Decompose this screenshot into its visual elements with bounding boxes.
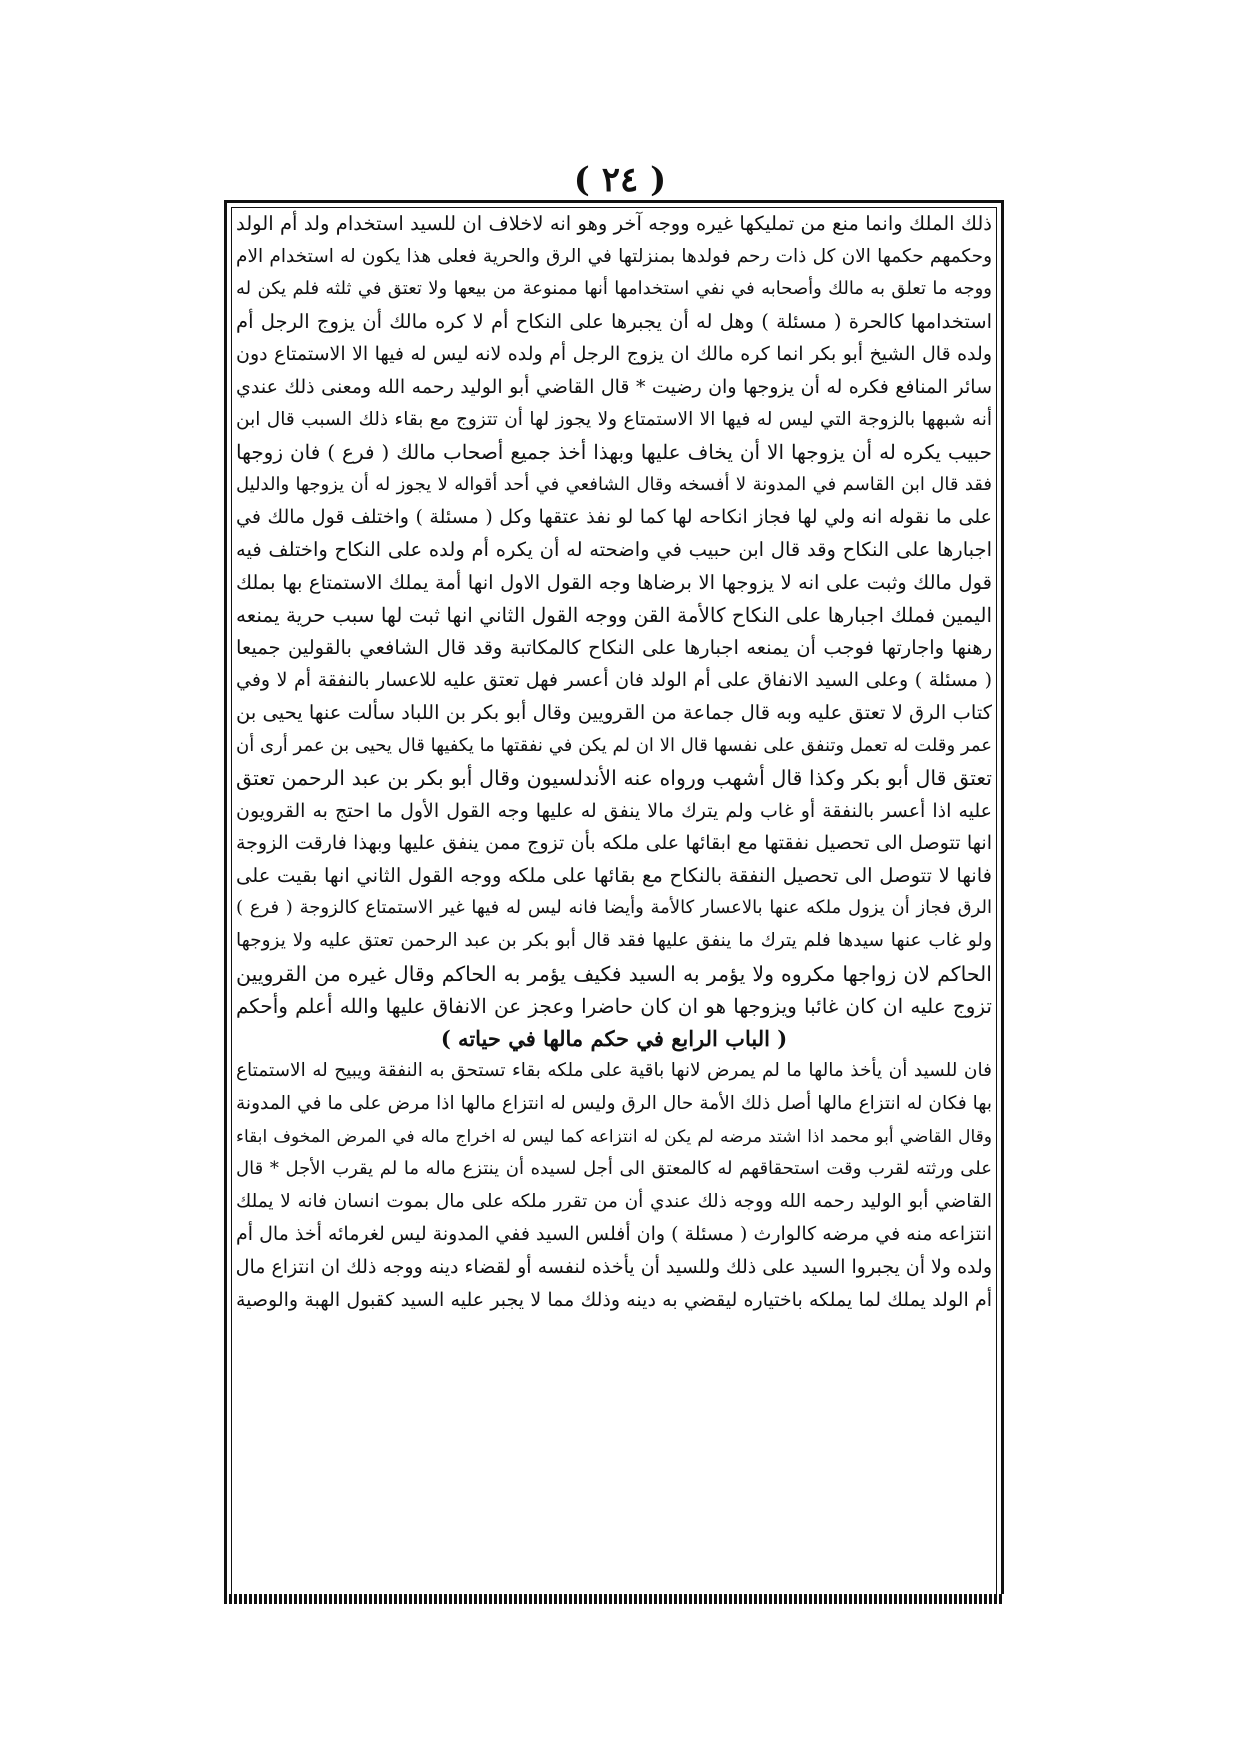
text-line: أم الولد يملك لما يملكه باختياره ليقضي به دينه وذلك مما لا يجبر عليه السيد كقبول الهبة والوصية (236, 1288, 992, 1311)
text-line: عليه اذا أعسر بالنفقة أو غاب ولم يترك مالا ينفق له عليها وجه القول الأول ما احتج به القرويون (236, 799, 992, 822)
text-line: اليمين فملك اجبارها على النكاح كالأمة القن ووجه القول الثاني انها ثبت لها سبب حرية يمنعه (236, 603, 992, 628)
text-line: قول مالك وثبت على انه لا يزوجها الا برضاها وجه القول الاول انها أمة يملك الاستمتاع بها بملك (236, 570, 992, 594)
text-line: ولده قال الشيخ أبو بكر انما كره مالك ان يزوج الرجل أم ولده لانه ليس له فيها الا الاستمتاع دون (236, 343, 992, 366)
text-line: انها تتوصل الى تحصيل نفقتها مع ابقائها على ملكه بأن تزوج ممن ينفق عليها وبهذا فارقت الزوجة (236, 832, 992, 855)
text-line: حبيب يكره له أن يزوجها الا أن يخاف عليها وبهذا أخذ جميع أصحاب مالك ( فرع ) فان زوجها (236, 440, 992, 465)
text-line: تعتق قال أبو بكر وكذا قال أشهب ورواه عنه الأندلسيون وقال أبو بكر بن عبد الرحمن تعتق (236, 766, 992, 791)
text-line: ولده ولا أن يجبروا السيد على ذلك وللسيد أن يأخذه لنفسه أو لقضاء دينه ووجه ذلك ان انتزاع مال (236, 1256, 992, 1278)
text-line: القاضي أبو الوليد رحمه الله ووجه ذلك عندي أن من تقرر ملكه على مال بموت انسان فانه لا يملك (236, 1190, 992, 1212)
text-line: انتزاعه منه في مرضه كالوارث ( مسئلة ) وان أفلس السيد ففي المدونة ليس لغرمائه أخذ مال أم (236, 1223, 992, 1246)
text-line: ( مسئلة ) وعلى السيد الانفاق على أم الولد فان أعسر فهل تعتق عليه للاعسار بالنفقة أم لا وفي (236, 669, 992, 692)
text-line: بها فكان له انتزاع مالها أصل ذلك الأمة حال الرق وليس له انتزاع مالها اذا مرض على ما في المدونة (236, 1093, 992, 1115)
text-line: عمر وقلت له تعمل وتنفق على نفسها قال الا ان لم يكن في نفقتها ما يكفيها قال يحيى بن عمر أرى أن (236, 734, 992, 756)
body-text (236, 208, 992, 1316)
text-line: ووجه ما تعلق به مالك وأصحابه في نفي استخدامها أنها ممنوعة من بيعها ولا تعتق في ثلثه فلم يكن له (236, 278, 992, 300)
text-line: رهنها واجارتها فوجب أن يمنعه اجبارها على النكاح كالمكاتبة وقد قال الشافعي بالقولين جميعا (236, 635, 992, 659)
text-line: فان للسيد أن يأخذ مالها ما لم يمرض لانها باقية على ملكه بقاء تستحق به النفقة ويبيح له الاستمتاع (236, 1060, 992, 1082)
text-line: استخدامها كالحرة ( مسئلة ) وهل له أن يجبرها على النكاح أم لا كره مالك أن يزوج الرجل أم (236, 309, 992, 333)
text-line: على ورثته لقرب وقت استحقاقهم له كالمعتق الى أجل لسيده أن ينتزع ماله ما لم يقرب الأجل * قال (236, 1158, 992, 1180)
text-line: فانها لا تتوصل الى تحصيل النفقة بالنكاح مع بقائها على ملكه ووجه القول الثاني انها بقيت على (236, 863, 992, 887)
text-line: كتاب الرق لا تعتق عليه وبه قال جماعة من القرويين وقال أبو بكر بن اللباد سألت عنها يحيى بن (236, 700, 992, 724)
text-line: سائر المنافع فكره له أن يزوجها وان رضيت * قال القاضي أبو الوليد رحمه الله ومعنى ذلك عندي (236, 375, 992, 398)
text-line: ولو غاب عنها سيدها فلم يترك ما ينفق عليها فقد قال أبو بكر بن عبد الرحمن تعتق عليه ولا يزوجها (236, 930, 992, 952)
page-number: ( ٢٤ ) (573, 160, 667, 200)
text-line: اجبارها على النكاح وقد قال ابن حبيب في واضحته له أن يكره أم ولده على النكاح واختلف فيه (236, 537, 992, 561)
text-line: على ما نقوله انه ولي لها فجاز انكاحه لها كما لو نفذ عتقها وكل ( مسئلة ) واختلف قول مالك في (236, 506, 992, 529)
text-line: أنه شبهها بالزوجة التي ليس له فيها الا الاستمتاع ولا يجوز لها أن تتزوج مع بقاء ذلك السبب قال ابن (236, 408, 992, 430)
text-line: الحاكم لان زواجها مكروه ولا يؤمر به السيد فكيف يؤمر به الحاكم وقال غيره من القرويين (236, 961, 992, 986)
chapter-heading: ( الباب الرابع في حكم مالها في حياته ) (440, 1025, 788, 1051)
text-line: ذلك الملك وانما منع من تمليكها غيره ووجه آخر وهو انه لاخلاف ان للسيد استخدام ولد أم الولد (236, 212, 992, 235)
text-line: تزوج عليه ان كان غائبا ويزوجها هو ان كان حاضرا وعجز عن الانفاق عليها والله أعلم وأحكم (236, 994, 992, 1019)
text-line: فقد قال ابن القاسم في المدونة لا أفسخه وقال الشافعي في أحد أقواله لا يجوز له أن يزوجها والدليل (236, 473, 992, 495)
text-line: وحكمهم حكمها الان كل ذات رحم فولدها بمنزلتها في الرق والحرية فعلى هذا يكون له استخدام الام (236, 245, 992, 267)
frame-bottom-ornament (224, 1594, 1004, 1604)
text-line: وقال القاضي أبو محمد اذا اشتد مرضه لم يكن له انتزاعه كما ليس له اخراج ماله في المرض المخوف ابقاء (236, 1126, 992, 1147)
text-line: الرق فجاز أن يزول ملكه عنها بالاعسار كالأمة وأيضا فانه ليس له فيها غير الاستمتاع كالزوجة ( فرع ) (236, 897, 992, 919)
